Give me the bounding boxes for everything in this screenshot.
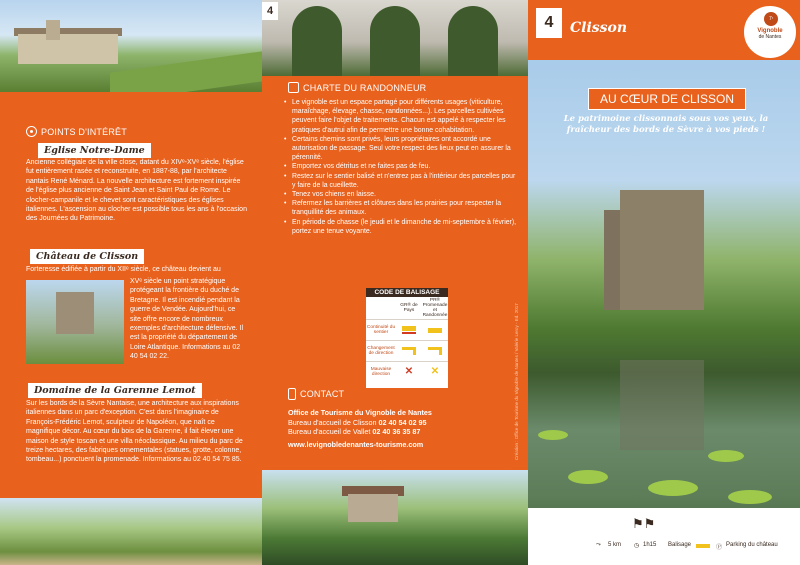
balisage-swatch [696,544,710,548]
eglise-text: Ancienne collégiale de la ville close, datant du XIVᵉ-XVᵉ siècle, l'église fut entièrement rasée et reconstruite, en 1887-88, par l'architecte nantais René Ménard. La nouvelle architecture est fortement inspirée de l'église plus ancienne de Saint Jean et Saint Paul de Rome. Le clocher-campanile et le chevet sont caractéristiques des églises italiennes. L'ascension au clocher est possible tous les ans à l'occasion des Journées du Patrimoine. [26,159,247,223]
charte-item: • Certains chemins sont privés, leurs propriétaires ont accordé une autorisation de passage. Seul votre respect des lieux peut en assurer la pérennité. [284,135,518,163]
charte-item: • Refermez les barrières et clôtures dans les prairies pour respecter la tranquillité des animaux. [284,199,518,217]
contact-title: CONTACT [300,389,345,399]
middle-panel [262,0,528,565]
clisson-label: Bureau d'accueil de Clisson [288,417,377,427]
charte-item: • En période de chasse (le jeudi et le dimanche de mi-septembre à février), portez une tenue voyante. [284,218,518,236]
vallet-label: Bureau d'accueil de Vallet [288,427,371,437]
left-panel [0,0,262,565]
church-photo [0,0,262,92]
hikers-icon: ⚑⚑ [632,516,656,531]
route-info-bar [528,508,800,565]
right-panel [528,0,800,565]
parking-icon: Ⓟ [716,545,723,551]
garenne-text: Sur les bords de la Sèvre Nantaise, une architecture aux inspirations italiennes dans un parc d'exception. C'est dans l'imaginaire de François-Frédéric Lemot, sculpteur de Napoléon, que naît ce magnifique décor. Au cœur du bois de la Garenne, il fait élever une maison de style toscan et une villa néoclassique. Au milieu du parc de treize hectares, des fabriques ornementales (statues, grotte, colonne, tombeau...) ponctuent la promenade. Informations au 02 40 54 75 85. [26,400,243,464]
distance: 5 km [608,542,622,548]
charte-item: • Le vignoble est un espace partagé pour différents usages (viticulture, maraîchage, élevage, chasse, randonnées...). Les parcelles cultivées peuvent faire l'objet de traitements. Chacun est appelé à respecter les pratiques d'autrui afin de permettre une bonne cohabitation. [284,98,518,135]
chateau-title: Château de Clisson [30,249,144,264]
contact-block [288,408,432,449]
office-name: Office de Tourisme du Vignoble de Nantes [288,408,432,417]
chateau-photo [26,280,124,364]
balisage-col-pr: PR® Promenade et Randonnée [422,298,448,318]
page-number-right: 4 [536,8,562,38]
page-subtitle: Le patrimoine clissonnais sous vos yeux, la fraîcheur des bords de Sèvre à vos pieds ! [563,114,769,135]
website-link[interactable]: www.levignobledenantes-tourisme.com [288,439,424,449]
place-name: Clisson [570,20,628,36]
contact-heading [288,388,344,400]
phone-icon [288,388,296,400]
castle-photo [528,0,800,565]
vignoble-logo: 7ʳ Vignoble de Nantes [742,4,798,60]
river-bridge-photo [262,470,528,565]
vallet-phone[interactable]: 02 40 36 35 87 [372,427,421,437]
clock-icon: ◷ [634,543,640,549]
charte-item: • Restez sur le sentier balisé et n'entrez pas à l'intérieur des parcelles pour y faire de la cueillette. [284,172,518,190]
eglise-title: Eglise Notre-Dame [38,143,151,158]
points-title: POINTS D'INTÉRÊT [41,126,127,137]
balisage-row: Changement de direction [366,340,448,361]
duration: 1h15 [643,542,657,548]
clisson-phone[interactable]: 02 40 54 02 95 [378,417,427,427]
balisage-row: Mauvaise direction ✕ ✕ [366,361,448,382]
parking-label: Parking du château [726,542,778,548]
garenne-photo [0,498,262,565]
x-mark-icon: ✕ [404,366,414,377]
charte-item: • Tenez vos chiens en laisse. [284,190,518,199]
charte-title: CHARTE DU RANDONNEUR [303,82,427,93]
page-number: 4 [262,2,278,20]
bridge-photo [262,0,528,76]
chateau-text: XVᵉ siècle un point stratégique protégeant la frontière du duché de Bretagne. Il est incendié pendant la guerre de Vendée. Aujourd'hui, ce site offre encore de nombreux exemples d'architecture défensive. Il est la propriété du département de Loire Atlantique. Informations au 02 40 54 02 22. [130,278,244,361]
list-icon [288,82,299,93]
charte-heading [288,82,426,93]
chateau-intro: Forteresse édifiée à partir du XIIᵉ siècle, ce château devient au [26,266,221,273]
charte-item: • Emportez vos détritus et ne faites pas de feu. [284,162,518,171]
x-mark-icon: ✕ [430,366,440,377]
balisage-title: CODE DE BALISAGE [366,288,448,297]
page-title: AU CŒUR DE CLISSON [588,88,746,110]
eye-icon [26,126,37,137]
balisage-row: Continuité du sentier [366,319,448,340]
charte-list [284,98,518,236]
balisage-table [366,288,448,388]
balisage-label: Balisage [668,542,692,548]
credit-text: Création : Office de Tourisme du Vignoble de Nantes / Valérie Leroy - Ed. 2017 [514,303,519,460]
points-heading [26,126,127,137]
garenne-title: Domaine de la Garenne Lemot [28,383,202,398]
route-icon: ⤳ [596,542,601,548]
balisage-col-gr: GR® de Pays [400,303,418,313]
